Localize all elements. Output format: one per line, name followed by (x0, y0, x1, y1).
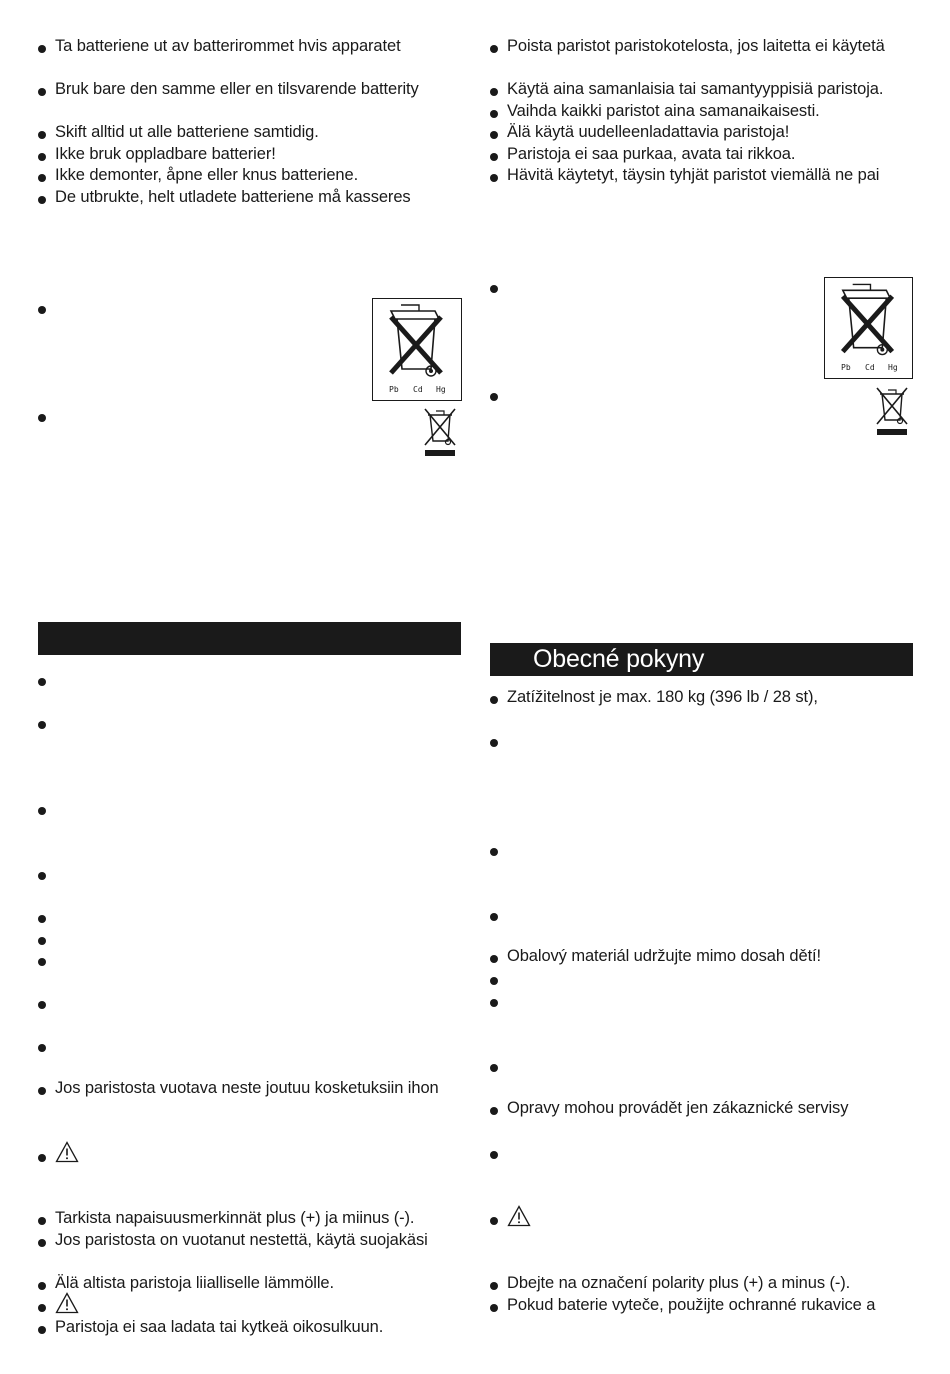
crossed-out-wheelie-bin-icon (373, 299, 461, 379)
bullet-icon (38, 807, 46, 815)
bullet-icon (38, 153, 46, 161)
list-item: Opravy mohou provádět jen zákaznické servisy (507, 1099, 849, 1117)
section-title: Obecné pokyny (533, 645, 705, 673)
warning-triangle-icon (55, 1292, 79, 1314)
bullet-icon (490, 131, 498, 139)
bullet-icon (38, 721, 46, 729)
bin-label-hg: Hg (436, 385, 446, 394)
bullet-icon (38, 915, 46, 923)
bullet-icon (38, 1001, 46, 1009)
bullet-icon (490, 285, 498, 293)
bullet-icon (38, 1326, 46, 1334)
list-item: Obalový materiál udržujte mimo dosah dětí! (507, 947, 822, 965)
bullet-icon (38, 678, 46, 686)
bullet-icon (490, 393, 498, 401)
bullet-icon (490, 848, 498, 856)
list-item: Tarkista napaisuusmerkinnät plus (+) ja miinus (-). (55, 1209, 415, 1227)
bullet-icon (490, 110, 498, 118)
bin-label-cd: Cd (413, 385, 423, 394)
bullet-icon (38, 1154, 46, 1162)
bullet-icon (38, 1304, 46, 1312)
bullet-icon (38, 872, 46, 880)
bin-label-pb: Pb (841, 363, 851, 372)
bullet-icon (490, 1064, 498, 1072)
crossed-out-wheelie-bin-icon (825, 278, 912, 358)
bullet-icon (490, 977, 498, 985)
list-item: De utbrukte, helt utladete batteriene må kasseres (55, 188, 411, 206)
bullet-icon (490, 1107, 498, 1115)
crossed-out-wheelie-bin-icon (422, 405, 458, 457)
list-item: Paristoja ei saa ladata tai kytkeä oikosulkuun. (55, 1318, 384, 1336)
list-item: Käytä aina samanlaisia tai samantyyppisiä paristoja. (507, 80, 884, 98)
bin-label-cd: Cd (865, 363, 875, 372)
bin-label-pb: Pb (389, 385, 399, 394)
bullet-icon (490, 955, 498, 963)
bullet-icon (38, 1217, 46, 1225)
bullet-icon (490, 1304, 498, 1312)
bullet-icon (490, 1217, 498, 1225)
bullet-icon (38, 88, 46, 96)
bullet-icon (490, 999, 498, 1007)
bullet-icon (38, 306, 46, 314)
warning-triangle-icon (55, 1141, 79, 1163)
list-item: Dbejte na označení polarity plus (+) a minus (-). (507, 1274, 851, 1292)
list-item: Jos paristosta vuotava neste joutuu kosketuksiin ihon (55, 1079, 439, 1097)
list-item: Ikke demonter, åpne eller knus batteriene. (55, 166, 359, 184)
bullet-icon (490, 45, 498, 53)
bullet-icon (38, 131, 46, 139)
list-item: Hävitä käytetyt, täysin tyhjät paristot viemällä ne pai (507, 166, 880, 184)
bullet-icon (38, 937, 46, 945)
bullet-icon (38, 1044, 46, 1052)
list-item: Ta batteriene ut av batterirommet hvis apparatet (55, 37, 401, 55)
bullet-icon (38, 196, 46, 204)
crossed-out-wheelie-bin-icon (874, 384, 910, 436)
list-item: Älä käytä uudelleenladattavia paristoja! (507, 123, 790, 141)
bin-label-hg: Hg (888, 363, 898, 372)
bullet-icon (38, 45, 46, 53)
section-header-bar (38, 622, 461, 655)
bullet-icon (38, 958, 46, 966)
list-item: Ikke bruk oppladbare batterier! (55, 145, 276, 163)
list-item: Pokud baterie vyteče, použijte ochranné rukavice a (507, 1296, 876, 1314)
bullet-icon (38, 174, 46, 182)
bullet-icon (490, 739, 498, 747)
list-item: Vaihda kaikki paristot aina samanaikaisesti. (507, 102, 820, 120)
list-item: Älä altista paristoja liialliselle lämmölle. (55, 1274, 334, 1292)
bullet-icon (490, 153, 498, 161)
list-item: Jos paristosta on vuotanut nestettä, käytä suojakäsi (55, 1231, 428, 1249)
battery-disposal-symbol (824, 277, 913, 379)
bullet-icon (38, 1282, 46, 1290)
list-item: Bruk bare den samme eller en tilsvarende batterity (55, 80, 419, 98)
bullet-icon (38, 1239, 46, 1247)
bullet-icon (490, 696, 498, 704)
bullet-icon (490, 1282, 498, 1290)
list-item: Zatížitelnost je max. 180 kg (396 lb / 28 st), (507, 688, 818, 706)
bullet-icon (490, 913, 498, 921)
bullet-icon (490, 174, 498, 182)
list-item: Poista paristot paristokotelosta, jos laitetta ei käytetä (507, 37, 885, 55)
bullet-icon (38, 1087, 46, 1095)
list-item: Paristoja ei saa purkaa, avata tai rikkoa. (507, 145, 796, 163)
warning-triangle-icon (507, 1205, 531, 1227)
list-item: Skift alltid ut alle batteriene samtidig. (55, 123, 319, 141)
bullet-icon (38, 414, 46, 422)
bullet-icon (490, 88, 498, 96)
bullet-icon (490, 1151, 498, 1159)
battery-disposal-symbol (372, 298, 462, 401)
